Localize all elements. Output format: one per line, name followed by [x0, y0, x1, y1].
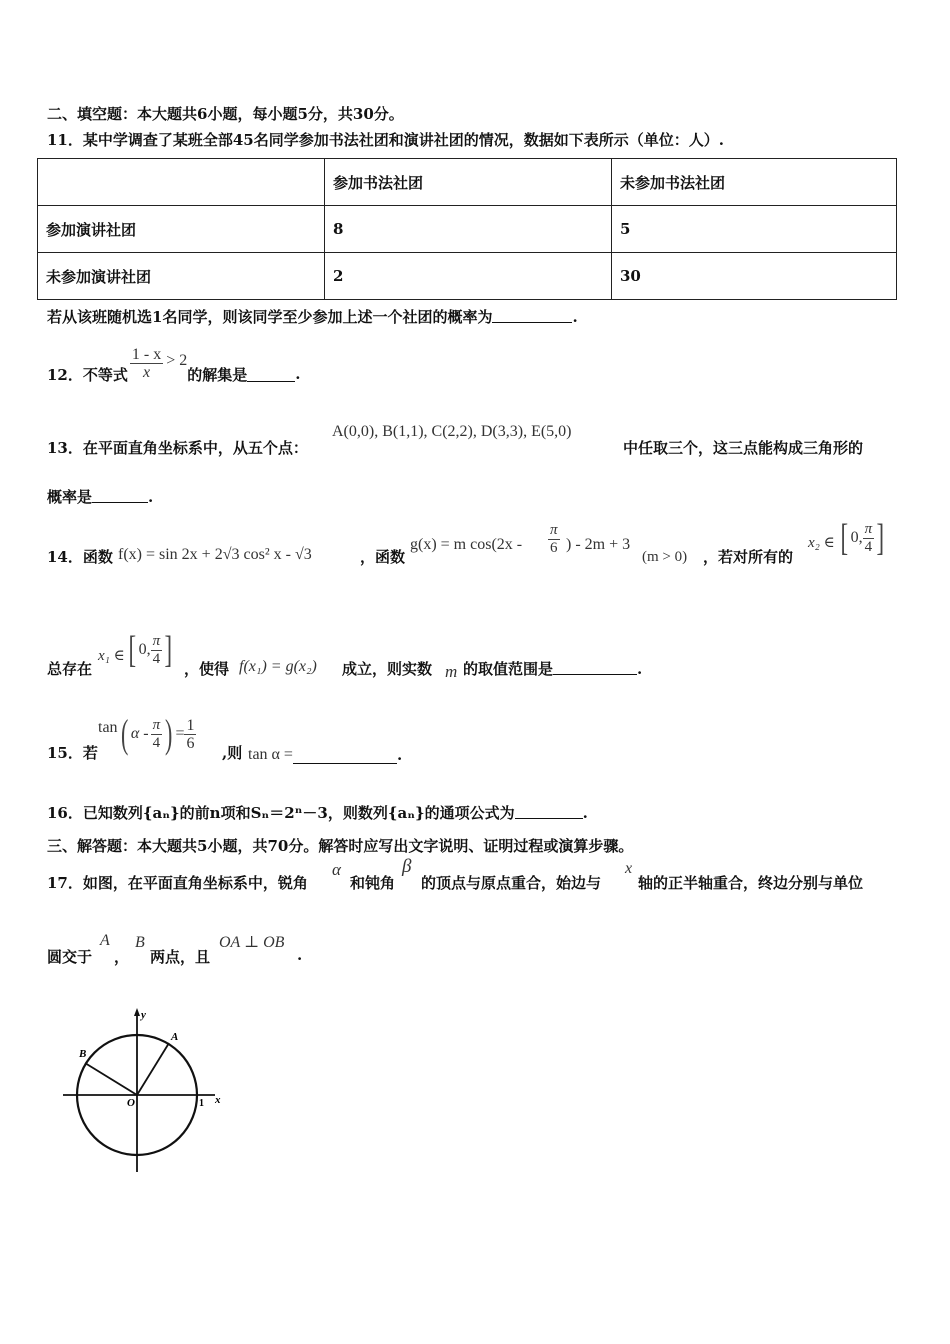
q11-stem: 11．某中学调查了某班全部45名同学参加书法社团和演讲社团的情况，数据如下表所示（单位：人）. — [47, 131, 724, 149]
section-2-heading: 二、填空题：本大题共6小题，每小题5分，共30分。 — [47, 105, 404, 123]
q17-alpha: α — [332, 860, 341, 879]
q14-interval-num: π — [864, 520, 873, 537]
q17-p3: 的顶点与原点重合，始边与 — [421, 874, 602, 892]
q14-eq: f(x₁) = g(x₂) — [239, 658, 317, 675]
q12-frac-den: x — [142, 363, 151, 381]
left-bracket-icon: [ — [128, 629, 137, 671]
q14-range-text: 的取值范围是 — [463, 660, 554, 678]
table-row — [38, 159, 897, 206]
q14-interval-num-2: π — [152, 632, 161, 649]
q14-holds-text: 成立，则实数 — [342, 660, 433, 678]
table-cell: 5 — [612, 206, 897, 253]
label-O: O — [127, 1097, 135, 1109]
table-cell: 8 — [325, 206, 612, 253]
table-cell: 2 — [325, 253, 612, 300]
q13-line2 — [47, 486, 153, 507]
q17-x: x — [625, 860, 633, 877]
section-3-heading: 三、解答题：本大题共5小题，共70分。解答时应写出文字说明、证明过程或演算步骤。 — [47, 837, 634, 855]
label-x: x — [215, 1094, 221, 1106]
q14-g-expr-b: ) - 2m + 3 — [566, 536, 631, 553]
y-axis-arrow-icon — [134, 1008, 140, 1016]
table-cell: 参加演讲社团 — [38, 206, 325, 253]
q14-f-expr: f(x) = sin 2x + 2√3 cos² x - √3 — [118, 546, 312, 563]
q15-tan: tan — [98, 719, 118, 736]
q13-prefix: 13．在平面直角坐标系中，从五个点： — [47, 439, 308, 457]
q14-m: m — [445, 662, 458, 681]
answer-blank — [553, 660, 637, 675]
q11-table — [37, 158, 897, 300]
left-paren-icon: ( — [120, 711, 128, 756]
q12 — [47, 340, 300, 386]
q14-g-fraction — [548, 522, 560, 557]
q15-eq: = — [175, 725, 185, 742]
q15-frac-den: 4 — [152, 734, 161, 751]
q14-interval-left: 0, — [850, 529, 863, 546]
q15-fraction — [151, 717, 163, 752]
q17-cond: OA ⊥ OB — [219, 934, 285, 951]
q14-mid: ，函数 — [360, 548, 406, 566]
q17-line2-b: 两点，且 — [150, 948, 211, 966]
q14-such-text: ，使得 — [184, 660, 230, 678]
q15-then: ,则 — [222, 744, 243, 762]
table-row — [38, 206, 897, 253]
answer-blank — [92, 488, 148, 503]
answer-blank — [247, 367, 295, 382]
q13-points: A(0,0), B(1,1), C(2,2), D(3,3), E(5,0) — [332, 423, 572, 440]
q17-A: A — [100, 932, 110, 949]
q14-interval-den-2: 4 — [152, 650, 161, 667]
q14-interval-left-2: 0, — [138, 641, 151, 658]
label-1: 1 — [199, 1098, 204, 1109]
q17-beta: β — [402, 856, 412, 877]
terminal-side-OA — [137, 1043, 169, 1095]
q15-alpha-minus: α - — [130, 725, 149, 742]
q11-question-text: 若从该班随机选1名同学，则该同学至少参加上述一个社团的概率为 — [47, 308, 493, 326]
answer-blank — [293, 749, 397, 764]
table-cell: 参加书法社团 — [325, 159, 612, 206]
q13-end: . — [148, 488, 154, 506]
q13-line2-text: 概率是 — [47, 488, 93, 506]
q12-frac-num: 1 - x — [131, 345, 162, 363]
q13-suffix: 中任取三个，这三点能构成三角形的 — [623, 439, 864, 457]
q12-ineq: > 2 — [166, 352, 188, 369]
right-paren-icon: ) — [165, 711, 173, 756]
q15-frac-num: π — [152, 716, 161, 733]
right-bracket-icon: ] — [164, 629, 173, 671]
answer-blank — [515, 804, 583, 819]
q15-end: . — [396, 746, 403, 764]
q12-prefix: 12．不等式 — [47, 365, 128, 384]
table-cell: 30 — [612, 253, 897, 300]
q15-rhs-num: 1 — [186, 716, 195, 734]
q17-p4: 轴的正半轴重合，终边分别与单位 — [638, 874, 864, 892]
q14-interval-frac — [863, 521, 875, 556]
q14-end: . — [637, 660, 643, 678]
q16-text: 16．已知数列{aₙ}的前n项和Sₙ＝2ⁿ－3，则数列{aₙ}的通项公式为 — [47, 804, 515, 822]
left-bracket-icon: [ — [840, 517, 849, 559]
q14-g-frac-den: 6 — [550, 540, 558, 556]
label-A: A — [171, 1031, 179, 1043]
q17-p2: 和钝角 — [350, 874, 396, 892]
right-bracket-icon: ] — [876, 517, 885, 559]
terminal-side-OB — [85, 1063, 137, 1095]
table-cell: 未参加书法社团 — [612, 159, 897, 206]
q12-end: . — [295, 365, 301, 383]
q14-x1: x₁ ∈ — [98, 648, 125, 664]
q17-comma: ， — [114, 948, 130, 966]
label-B: B — [79, 1048, 87, 1060]
table-cell — [38, 159, 325, 206]
q15-rhs-den: 6 — [186, 734, 195, 752]
label-y: y — [141, 1009, 146, 1021]
q14-line2-prefix: 总存在 — [47, 660, 93, 678]
q11-end: . — [572, 308, 578, 326]
q15-prefix: 15．若 — [47, 744, 98, 762]
q16-end: . — [582, 804, 588, 822]
answer-blank — [492, 308, 572, 323]
q11-question — [47, 306, 578, 327]
q14-g-expr-a: g(x) = m cos(2x - — [410, 536, 523, 553]
q16 — [47, 802, 588, 823]
q15-rhs — [184, 717, 196, 752]
q14-g-frac-num: π — [550, 522, 558, 538]
q14-interval-den: 4 — [864, 538, 873, 555]
table-row — [38, 253, 897, 300]
q15-target: tan α = — [248, 746, 293, 763]
q17-end: . — [297, 946, 303, 964]
q14-interval-2 — [126, 631, 175, 669]
q14-x2: x₂ ∈ — [808, 535, 835, 551]
q14-range — [463, 658, 642, 679]
q17-p1: 17．如图，在平面直角坐标系中，锐角 — [47, 874, 308, 892]
table-cell: 未参加演讲社团 — [38, 253, 325, 300]
q14-forall-text: ，若对所有的 — [703, 548, 794, 566]
q15-expr — [98, 711, 196, 756]
q15-target-line — [248, 746, 402, 764]
q12-fraction — [130, 346, 163, 381]
q14-prefix: 14．函数 — [47, 548, 113, 566]
q12-suffix: 的解集是 — [187, 365, 248, 384]
unit-circle-figure — [55, 1000, 235, 1180]
q17-line2-a: 圆交于 — [47, 948, 93, 966]
q14-interval-1 — [838, 519, 887, 557]
q14-cond: (m > 0) — [642, 549, 688, 565]
q17-B: B — [135, 934, 145, 951]
q14-interval-frac-2 — [151, 633, 163, 668]
